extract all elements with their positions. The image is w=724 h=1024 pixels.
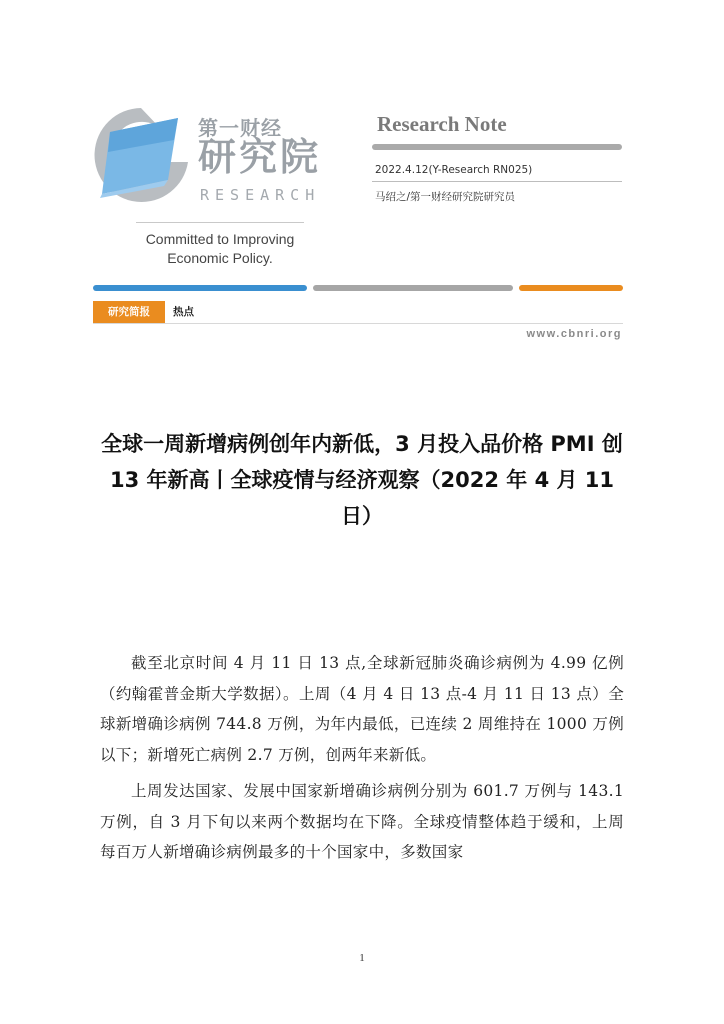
accent-bar-orange	[519, 285, 623, 291]
paragraph: 截至北京时间 4 月 11 日 13 点,全球新冠肺炎确诊病例为 4.99 亿例（约翰霍普金斯大学数据）。上周（4 月 4 日 13 点-4 月 11 日 13 点）全球新增确诊病例 744.8 万例，为年内最低，已连续 2 周维持在 1000 万例以下；新增死亡病例 2.7 万例，创两年来新低。	[100, 654, 624, 764]
body-text	[100, 648, 624, 874]
category-label: 热点	[173, 306, 194, 318]
page-number: 1	[359, 952, 365, 964]
research-note-title: Research Note	[377, 112, 507, 136]
accent-bar-gray	[313, 285, 513, 291]
tagline-line1: Committed to Improving	[145, 231, 295, 247]
tagline	[100, 230, 340, 268]
logo-mark-icon	[86, 100, 196, 210]
document-title: 全球一周新增病例创年内新低，3 月投入品价格 PMI 创 13 年新高丨全球疫情与经济观察（2022 年 4 月 11 日）	[101, 432, 623, 528]
date-code: 2022.4.12(Y-Research RN025)	[375, 164, 533, 176]
accent-bar-blue	[93, 285, 307, 291]
category-row	[93, 301, 623, 324]
website-link[interactable]: www.cbnri.org	[526, 328, 622, 340]
header-bar	[372, 144, 622, 150]
logo-cn-small: 第一财经	[198, 116, 282, 140]
logo-en: RESEARCH	[200, 186, 321, 204]
tagline-line2: Economic Policy.	[167, 250, 273, 266]
logo-divider	[136, 222, 304, 223]
logo-cn-big: 研究院	[198, 135, 322, 179]
category-tag: 研究简报	[93, 301, 165, 323]
author: 马绍之/第一财经研究院研究员	[375, 191, 516, 203]
header-divider	[372, 181, 622, 182]
paragraph: 上周发达国家、发展中国家新增确诊病例分别为 601.7 万例与 143.1 万例，自 3 月下旬以来两个数据均在下降。全球疫情整体趋于缓和，上周每百万人新增确诊病例最多的十个国家中，多数国家	[100, 782, 624, 861]
